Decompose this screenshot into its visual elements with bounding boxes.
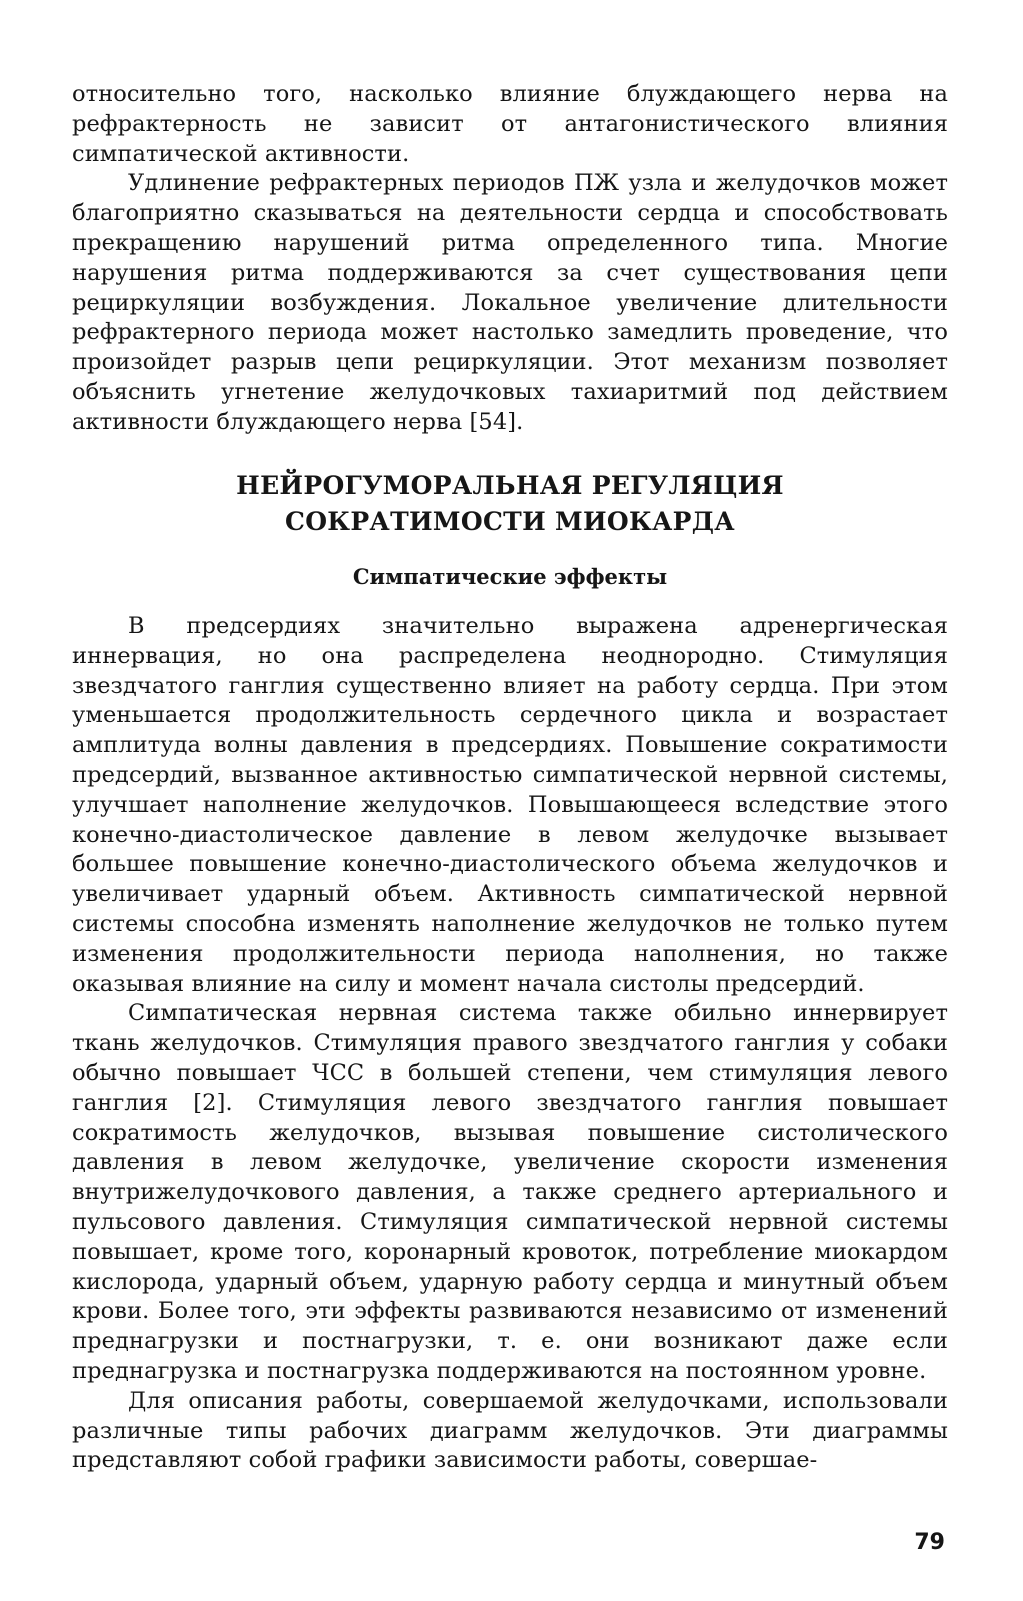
- section-heading: [72, 468, 948, 540]
- top-text-block: [72, 80, 948, 438]
- paragraph-ventricles: Симпатическая нервная система также обильно иннервирует ткань желудочков. Стимуляция правого звездчатого ганглия у собаки обычно повышает ЧСС в большей степени, чем стимуляция левого ганглия [2]. Стимуляция левого звездчатого ганглия повышает сократимость желудочков, вызывая повышение систолического давления в левом желудочке, увеличение скорости изменения внутрижелудочкового давления, а также среднего артериального и пульсового давления. Стимуляция симпатической нервной системы повышает, кроме того, коронарный кровоток, потребление миокардом кислорода, ударный объем, ударную работу сердца и минутный объем крови. Более того, эти эффекты развиваются независимо от изменений преднагрузки и постнагрузки, т. е. они возникают даже если преднагрузка и постнагрузка поддерживаются на постоянном уровне.: [72, 1000, 948, 1384]
- paragraph-diagrams: Для описания работы, совершаемой желудочками, использовали различные типы рабочих диаграмм желудочков. Эти диаграммы представляют собой графики зависимости работы, совершае-: [72, 1387, 948, 1474]
- page-number: 79: [914, 1530, 945, 1555]
- paragraph-continuation: относительно того, насколько влияние блуждающего нерва на рефрактерность не зависит от антагонистического влияния симпатической активности.: [72, 81, 948, 167]
- main-text-block: [72, 612, 948, 1476]
- section-heading-line-1: НЕЙРОГУМОРАЛЬНАЯ РЕГУЛЯЦИЯ: [236, 471, 784, 500]
- section-heading-line-2: СОКРАТИМОСТИ МИОКАРДА: [285, 507, 735, 536]
- subheading: Симпатические эффекты: [352, 564, 668, 589]
- paragraph-refractory: Удлинение рефрактерных периодов ПЖ узла и желудочков может благоприятно сказываться на деятельности сердца и способствовать прекращению нарушений ритма определенного типа. Многие нарушения ритма поддерживаются за счет существования цепи рециркуляции возбуждения. Локальное увеличение длительности рефрактерного периода может настолько замедлить проведение, что произойдет разрыв цепи рециркуляции. Этот механизм позволяет объяснить угнетение желудочковых тахиаритмий под действием активности блуждающего нерва [54].: [72, 170, 948, 435]
- paragraph-atria: В предсердиях значительно выражена адренергическая иннервация, но она распределена неоднородно. Стимуляция звездчатого ганглия существенно влияет на работу сердца. При этом уменьшается продолжительность сердечного цикла и возрастает амплитуда волны давления в предсердиях. Повышение сократимости предсердий, вызванное активностью симпатической нервной системы, улучшает наполнение желудочков. Повышающееся вследствие этого конечно-диастолическое давление в левом желудочке вызывает большее повышение конечно-диастолического объема желудочков и увеличивает ударный объем. Активность симпатической нервной системы способна изменять наполнение желудочков не только путем изменения продолжительности периода наполнения, но также оказывая влияние на силу и момент начала систолы предсердий.: [72, 613, 948, 997]
